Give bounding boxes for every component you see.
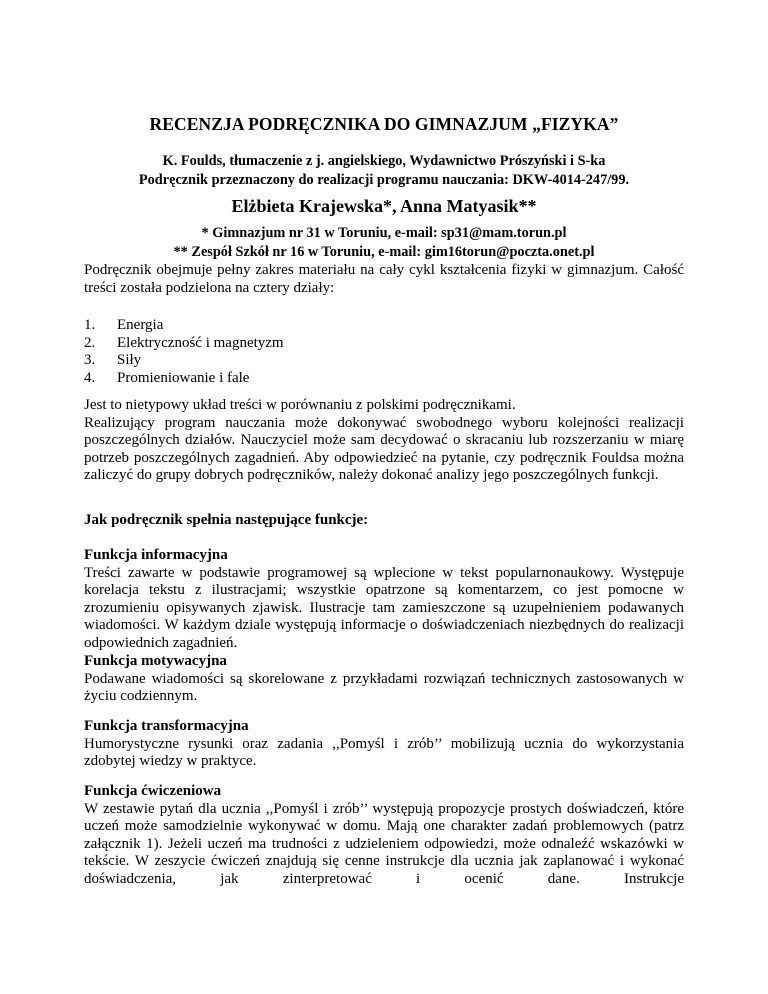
function-text: Humorystyczne rysunki oraz zadania ,,Pomyśl i zrób’’ mobilizują ucznia do wykorzystania zdobytej wiedzy w praktyce. (84, 735, 684, 769)
functions-heading: Jak podręcznik spełnia następujące funkcje: (84, 512, 369, 528)
book-meta-line-2: Podręcznik przeznaczony do realizacji programu nauczania: DKW-4014-247/99. (138, 172, 630, 188)
function-informacyjna (84, 547, 684, 652)
function-text: Podawane wiadomości są skorelowane z przykładami rozwiązań technicznych zastosowanych w życiu codziennym. (84, 670, 684, 704)
list-item: 4. Promieniowanie i fale (84, 369, 250, 386)
affiliations (84, 224, 684, 261)
list-item: 1. Energia (84, 317, 164, 333)
authors: Elżbieta Krajewska*, Anna Matyasik** (231, 196, 537, 216)
function-heading: Funkcja transformacyjna (84, 718, 249, 734)
function-heading: Funkcja motywacyjna (84, 653, 227, 669)
list-item: 2. Elektryczność i magnetyzm (84, 334, 284, 351)
function-motywacyjna (84, 653, 684, 706)
book-meta-line-1: K. Foulds, tłumaczenie z j. angielskiego, Wydawnictwo Prószyński i S-ka (162, 153, 606, 169)
function-heading: Funkcja ćwiczeniowa (84, 783, 222, 799)
affiliation-1: * Gimnazjum nr 31 w Toruniu, e-mail: sp31@mam.torun.pl (201, 225, 567, 241)
function-transformacyjna (84, 718, 684, 771)
affiliation-2: ** Zespół Szkół nr 16 w Toruniu, e-mail: gim16torun@poczta.onet.pl (173, 243, 595, 260)
sections-list (84, 317, 284, 387)
book-meta (84, 152, 684, 190)
layout-paragraph: Jest to nietypowy układ treści w porównaniu z polskimi podręcznikami. Realizujący program nauczania może dokonywać swobodnego wyboru kolejności realizacji poszczególnych działów. Nauczyciel może sam decydować o skracaniu lub rozszerzaniu w miarę potrzeb poszczególnych zagadnień. Aby odpowiedzieć na pytanie, czy podręcznik Fouldsa można zaliczyć do grupy dobrych podręczników, należy dokonać analizy jego poszczególnych funkcji. (84, 397, 684, 483)
function-heading: Funkcja informacyjna (84, 547, 228, 563)
function-text: Treści zawarte w podstawie programowej są wplecione w tekst popularnonaukowy. Występuje korelacja tekstu z ilustracjami; wszystkie opatrzone są komentarzem, co jest pomocne w zrozumieniu opisywanych zjawisk. Ilustracje tam zamieszczone są uzupełnieniem podawanych wiadomości. W każdym dziale występują informacje o doświadczeniach niezbędnych do realizacji odpowiednich zagadnień. (84, 564, 684, 651)
document-title: RECENZJA PODRĘCZNIKA DO GIMNAZJUM „FIZYKA” (149, 114, 619, 134)
function-text: W zestawie pytań dla ucznia ,,Pomyśl i zrób’’ występują propozycje prostych doświadczeń, które uczeń może samodzielnie wykonywać w domu. Mają one charakter zadań problemowych (patrz załącznik 1). Jeżeli uczeń ma trudności z udzieleniem odpowiedzi, może odnaleźć wskazówki w tekście. W zeszycie ćwiczeń znajdują się cenne instrukcje dla ucznia jak zaplanować i wykonać doświadczenia, jak zinterpretować i ocenić dane. Instrukcje (84, 800, 684, 887)
function-cwiczeniowa (84, 783, 684, 888)
intro-paragraph: Podręcznik obejmuje pełny zakres materiału na cały cykl kształcenia fizyki w gimnazjum. Całość treści została podzielona na cztery działy: (84, 262, 684, 296)
list-item: 3. Siły (84, 352, 142, 368)
